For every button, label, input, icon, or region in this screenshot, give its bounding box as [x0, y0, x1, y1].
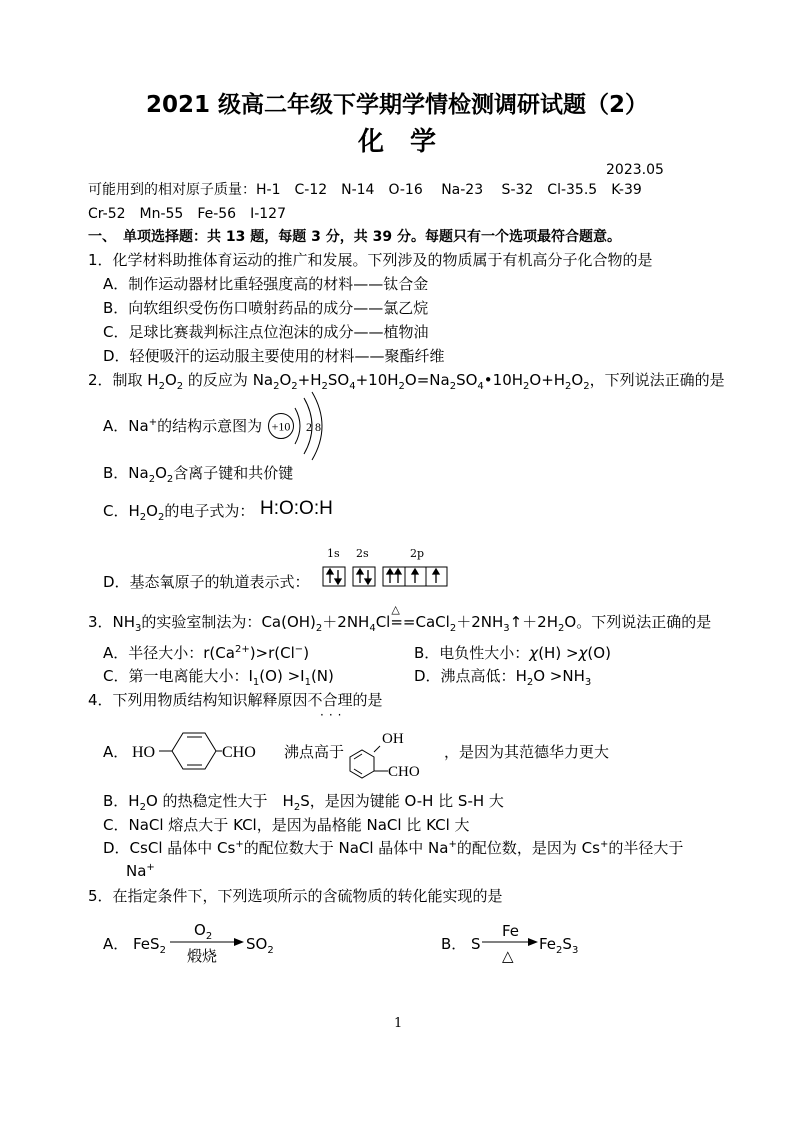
orbital-label-1s: 1s: [327, 547, 340, 560]
q5-stem: 5．在指定条件下，下列选项所示的含硫物质的转化能实现的是: [88, 887, 503, 905]
q3-option-b: B．电负性大小：χ(H) >χ(O): [414, 644, 611, 662]
q1-option-a: A．制作运动器材比重轻强度高的材料——钛合金: [103, 275, 429, 293]
cho-group: CHO: [222, 744, 256, 761]
q4-stem: 4．下列用物质结构知识解释原因不合理的是: [88, 691, 383, 709]
q1-option-c: C．足球比赛裁判标注点位泡沫的成分——植物油: [103, 323, 429, 341]
orbital-label-2p: 2p: [410, 547, 425, 560]
q5-a-condition-top: $O_2$: [194, 921, 213, 942]
ho-group: HO: [132, 744, 156, 761]
q5-option-b-label: B．: [441, 935, 467, 953]
emphasis-dots: ···: [320, 708, 347, 722]
nucleus-charge: +10: [271, 419, 291, 434]
heat-symbol: △: [391, 603, 400, 616]
q2-stem: 2．制取 $H_2O_2$ 的反应为 $Na_2O_2+H_2SO_4+10H_2O=Na_2SO_4•10H_2O+H_2O_2$，下列说法正确的是: [88, 371, 725, 392]
q4-option-a-label: A．: [103, 743, 129, 761]
q3-option-d: D．沸点高低：$H_2O >NH_3$: [414, 667, 592, 688]
q4-option-a-post: ，是因为其范德华力更大: [444, 743, 610, 761]
p-hydroxybenzaldehyde-structure: [130, 728, 270, 774]
na-ion-structure-diagram: [264, 390, 334, 462]
page-number: 1: [394, 1016, 403, 1031]
shell2-count: 8: [315, 420, 321, 434]
atomic-mass-line2: Cr-52 Mn-55 Fe-56 I-127: [88, 206, 286, 222]
exam-date: 2023.05: [606, 162, 664, 178]
q2-option-b: B．$Na_2O_2$含离子键和共价键: [103, 464, 294, 485]
q4-option-d: D．CsCl 晶体中 Cs+的配位数大于 NaCl 晶体中 Na+的配位数，是因为 Cs+的半径大于: [103, 839, 684, 857]
q5-a-condition-bottom: 煅烧: [187, 947, 218, 965]
q5-option-a-label: A．: [103, 935, 129, 953]
q5-a-product: $SO_2$: [246, 935, 274, 956]
q3-option-c: C．第一电离能大小：$I_1(O) >I_1(N)$: [103, 667, 334, 688]
q1-option-b: B．向软组织受伤伤口喷射药品的成分——氯乙烷: [103, 299, 429, 317]
o-hydroxybenzaldehyde-structure: [342, 726, 438, 786]
q2-option-a: A．Na+的结构示意图为: [103, 417, 263, 435]
q1-stem: 1．化学材料助推体育运动的推广和发展。下列涉及的物质属于有机高分子化合物的是: [88, 251, 653, 269]
exam-title: 2021 级高二年级下学期学情检测调研试题（2）: [145, 92, 649, 118]
q4-option-d-cont: Na+: [126, 862, 155, 880]
q5-b-product: $Fe_2S_3$: [539, 935, 579, 956]
orbital-label-2s: 2s: [356, 547, 369, 560]
q4-option-b: B．$H_2O$ 的热稳定性大于 $H_2S$，是因为键能 O-H 比 S-H 大: [103, 792, 504, 813]
atomic-mass-line1: 可能用到的相对原子质量：H-1 C-12 N-14 O-16 Na-23 S-32 Cl-35.5 K-39: [88, 182, 642, 198]
q5-a-reactant: FeS$_2$: [133, 935, 166, 956]
oxygen-orbital-diagram: [322, 566, 450, 588]
subject-title: 化 学: [357, 127, 436, 157]
q2-option-c: C．$H_2O_2$的电子式为：: [103, 502, 255, 523]
q5-b-reactant: S: [471, 935, 481, 953]
h2o2-electron-formula: H:O:O:H: [260, 498, 333, 519]
q3-stem: 3．$NH_3$的实验室制法为：$Ca(OH)_2+2NH_4Cl==$ △ $CaCl_2+2NH_3↑+2H_2O$。下列说法正确的是: [88, 612, 711, 632]
q4-option-a-mid: 沸点高于: [284, 743, 345, 761]
q2-option-d: D．基态氧原子的轨道表示式：: [103, 573, 310, 591]
cho-group: CHO: [388, 764, 420, 780]
shell1-count: 2: [306, 420, 312, 434]
q5-b-condition-top: Fe: [502, 922, 520, 940]
section-header: 一、 单项选择题：共 13 题，每题 3 分，共 39 分。每题只有一个选项最符合题意。: [88, 229, 621, 245]
q1-option-d: D．轻便吸汗的运动服主要使用的材料——聚酯纤维: [103, 347, 445, 365]
q4-option-c: C．NaCl 熔点大于 KCl，是因为晶格能 NaCl 比 KCl 大: [103, 816, 470, 834]
oh-group: OH: [382, 731, 404, 747]
q3-option-a: A．半径大小：$r(Ca^{2+})>r(Cl^-)$: [103, 644, 310, 662]
q5-b-condition-bottom: △: [502, 947, 514, 965]
